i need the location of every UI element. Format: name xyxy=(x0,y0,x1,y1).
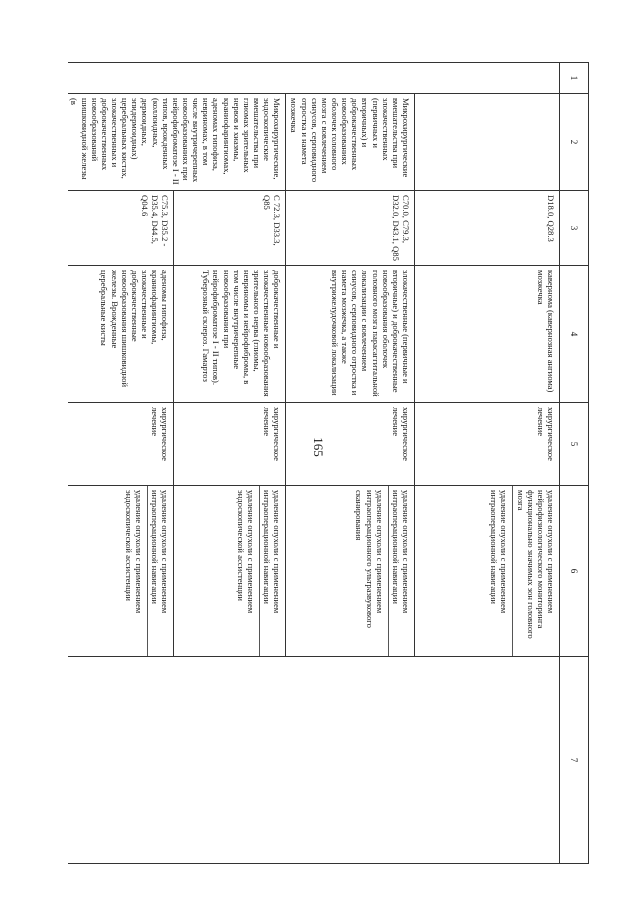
column-number-row xyxy=(560,63,589,864)
column-number: 6 xyxy=(560,486,589,657)
column-number: 7 xyxy=(560,657,589,864)
cell-treatment-type: хирургическое лечение xyxy=(68,403,174,486)
cell-intervention: Микрохирургические вмешательства при злокачественных (первичных и вторичных) и доброкачественных новообразованиях оболочек головного мозга с вовлечением синусов, серповидного отростка и намета мозжечка xyxy=(286,94,415,191)
cell-diagnosis: злокачественные (первичные и вторичные) и доброкачественные новообразования оболочек головного мозга парасаггитальной локализации с вовлечением синусов, серповидного отростка и намета мозжечка, а также внутрижелудочковой локализации xyxy=(286,266,415,403)
cell-treatment-type: хирургическое лечение xyxy=(174,403,286,486)
table-row xyxy=(415,63,560,864)
cell-treatment-method xyxy=(68,486,174,657)
cell-norm xyxy=(68,657,560,864)
column-number: 1 xyxy=(560,63,589,94)
column-number: 5 xyxy=(560,403,589,486)
cell-index xyxy=(68,63,560,94)
method-item: удаление опухоли с применением эндоскопической ассистенции xyxy=(236,486,260,656)
table-container xyxy=(68,62,589,864)
medical-care-table xyxy=(68,62,589,864)
rotated-table-frame xyxy=(68,62,589,864)
method-item: удаление опухоли с применением интраоперационной навигации xyxy=(262,490,283,614)
cell-icd-codes: C70.0, C79.3, D32.0, D43.1, Q85 xyxy=(286,191,415,266)
cell-intervention: Микрохирургические, эндоскопические вмешательства при глиомах зрительных нервов и хиазмы, краниофарингиомах, аденомах гипофиза, невриномах, в том числе внутричерепных новообразованиях при нейрофиброматозе I - II типов, врожденных (коллоидных, дермоидных, эпидермоидных) церебральных кистах, злокачественных и доброкачественных новообразований шишковидной железы (в xyxy=(68,94,286,191)
cell-icd-codes: D18.0, Q28.3 xyxy=(415,191,560,266)
cell-treatment-method xyxy=(286,486,415,657)
cell-icd-codes: C75.3, D35.2 - D35.4, D44.5, Q04.6 xyxy=(68,191,174,266)
cell-treatment-method xyxy=(415,486,560,657)
method-item: удаление опухоли с применением интраоперационной навигации xyxy=(150,490,171,614)
method-item: удаление опухоли с применением нейрофизиологического мониторинга функционально значимых зон головного мозга xyxy=(515,490,556,639)
cell-treatment-method xyxy=(174,486,286,657)
cell-diagnosis: кавернома (кавернозная ангиома) мозжечка xyxy=(415,266,560,403)
cell-diagnosis: доброкачественные и злокачественные новообразования зрительного нерва (глиомы, невриномы и нейрофибромы, в том числе внутричерепные новообразования при нейрофиброматозе I - II типов). Туберозный склероз. Гамартоз xyxy=(174,266,286,403)
method-item: удаление опухоли с применением эндоскопической ассистенции xyxy=(124,486,148,656)
column-number: 3 xyxy=(560,191,589,266)
method-item: удаление опухоли с применением интраоперационной навигации xyxy=(489,486,513,656)
cell-intervention xyxy=(415,94,560,191)
cell-treatment-type: хирургическое лечение xyxy=(286,403,415,486)
method-item: удаление опухоли с применением интраоперационной навигации xyxy=(390,490,411,614)
column-number: 4 xyxy=(560,266,589,403)
column-number: 2 xyxy=(560,94,589,191)
cell-diagnosis: аденомы гипофиза, краниофарингиомы, злокачественные и доброкачественные новообразования шишковидной железы. Врожденные церебральные кисты xyxy=(68,266,174,403)
cell-treatment-type: хирургическое лечение xyxy=(415,403,560,486)
page-number: 165 xyxy=(311,437,326,457)
cell-icd-codes: C 72.3, D33.3, Q85 xyxy=(174,191,286,266)
method-item: удаление опухоли с применением интраоперационного ультразвукового сканирования xyxy=(354,486,388,656)
